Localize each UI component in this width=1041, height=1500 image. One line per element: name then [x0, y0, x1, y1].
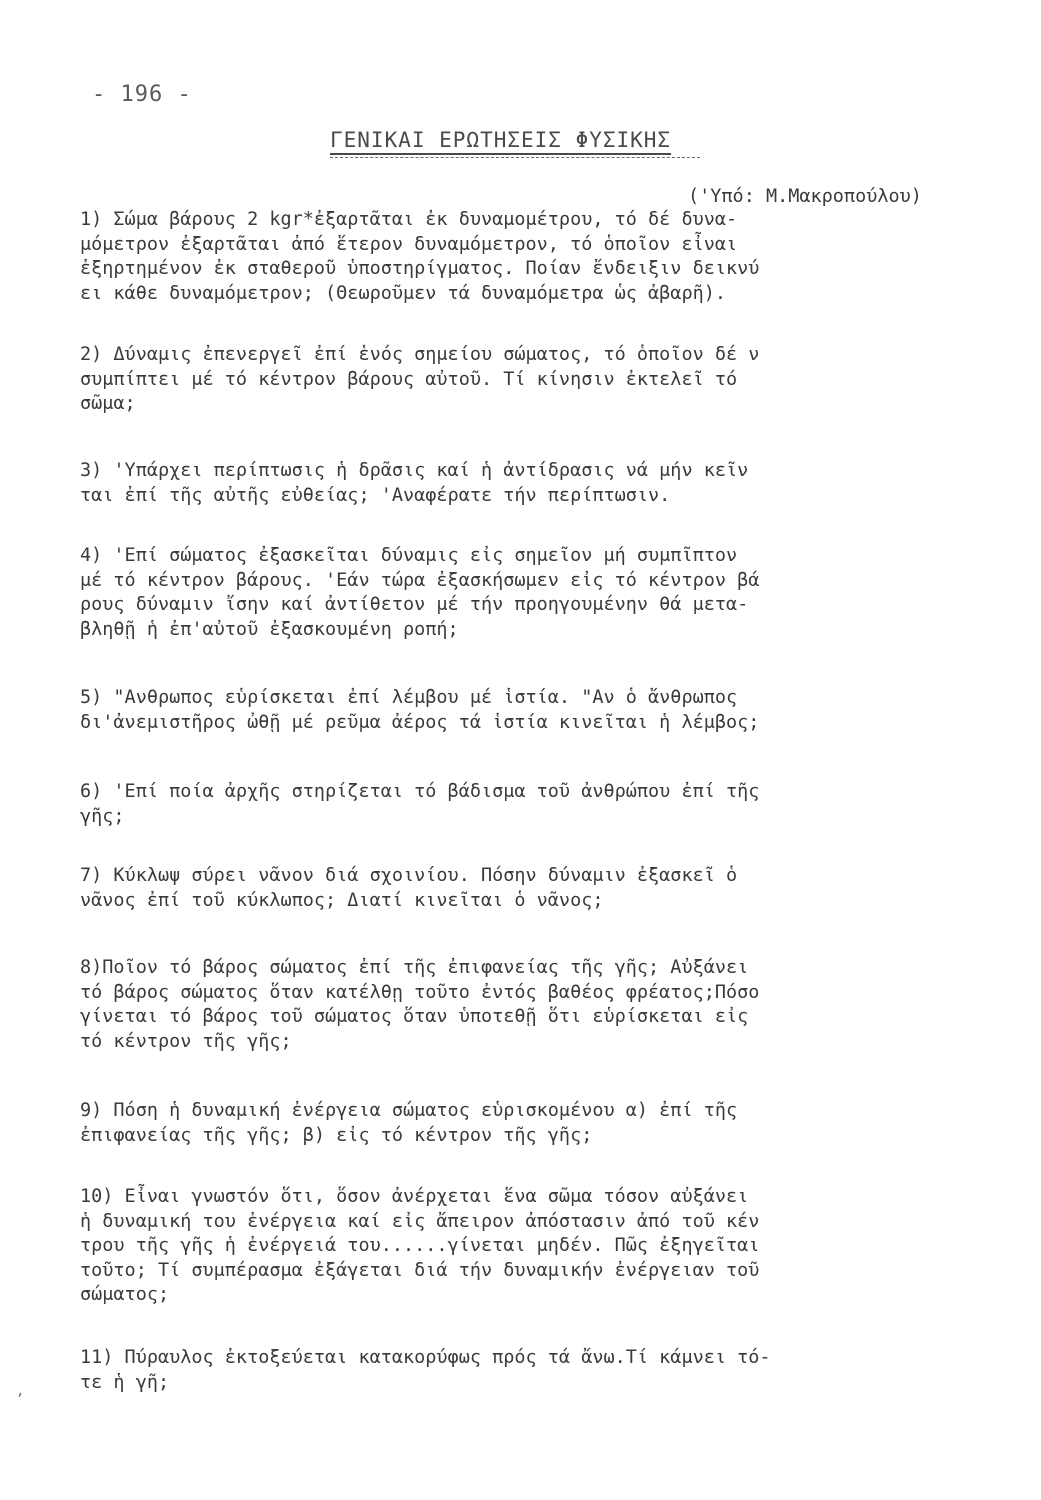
question-9: 9) Πόση ἡ δυναμική ἐνέργεια σώματος εὑρισκομένου α) ἐπί τῆς ἐπιφανείας τῆς γῆς; β) εἰς τό κέντρον τῆς γῆς; — [80, 1100, 738, 1146]
question-2: 2) Δύναμις ἐπενεργεῖ ἐπί ἑνός σημείου σώματος, τό ὁποῖον δέ ν συμπίπτει μέ τό κέντρον βάρους αὐτοῦ. Τί κίνησιν ἐκτελεῖ τό σῶμα; — [80, 344, 760, 414]
question-1: 1) Σώμα βάρους 2 kgr*ἐξαρτᾶται ἐκ δυναμομέτρου, τό δέ δυνα- μόμετρον ἐξαρτᾶται ἀπό ἕτερον δυναμόμετρον, τό ὁποῖον εἶναι ἐξηρτημένον ἐκ σταθεροῦ ὑποστηρίγματος. Ποίαν ἔνδειξιν δεικνύ ει κάθε δυναμόμετρον; (Θεωροῦμεν τά δυναμόμετρα ὡς ἀβαρῆ). — [80, 209, 760, 304]
author-credit: ('Υπό: Μ.Μακροπούλου) — [688, 186, 922, 207]
page-number: - 196 - — [92, 82, 192, 107]
title-underline — [330, 157, 700, 158]
question-5: 5) "Ανθρωπος εὑρίσκεται ἐπί λέμβου μέ ἱστία. "Αν ὁ ἄνθρωπος δι'ἀνεμιστῆρος ὠθῇ μέ ρεῦμα ἀέρος τά ἱστία κινεῖται ἡ λέμβος; — [80, 687, 760, 733]
margin-mark: , — [16, 1383, 25, 1399]
question-10: 10) Εἶναι γνωστόν ὅτι, ὅσον ἀνέρχεται ἕνα σῶμα τόσον αὐξάνει ἡ δυναμική του ἐνέργεια καί εἰς ἄπειρον ἀπόστασιν ἀπό τοῦ κέν τρου τῆς γῆς ἡ ἐνέργειά του......γίνεται μηδέν. Πῶς ἐξηγεῖται τοῦτο; Τί συμπέρασμα ἐξάγεται διά τήν δυναμικήν ἐνέργειαν τοῦ σώματος; — [80, 1186, 760, 1305]
question-3: 3) 'Υπάρχει περίπτωσις ἡ δρᾶσις καί ἡ ἀντίδρασις νά μήν κεῖν ται ἐπί τῆς αὐτῆς εὐθείας; 'Αναφέρατε τήν περίπτωσιν. — [80, 460, 749, 506]
question-8: 8)Ποῖον τό βάρος σώματος ἐπί τῆς ἐπιφανείας τῆς γῆς; Αὐξάνει τό βάρος σώματος ὅταν κατέλθῃ τοῦτο ἐντός βαθέος φρέατος;Πόσο γίνεται τό βάρος τοῦ σώματος ὅταν ὑποτεθῇ ὅτι εὑρίσκεται εἰς τό κέντρον τῆς γῆς; — [80, 957, 760, 1052]
question-11: 11) Πύραυλος ἐκτοξεύεται κατακορύφως πρός τά ἄνω.Τί κάμνει τό- τε ἡ γῆ; — [80, 1347, 771, 1393]
page-title: ΓΕΝΙΚΑΙ ΕΡΩΤΗΣΕΙΣ ΦΥΣΙΚΗΣ — [330, 128, 672, 152]
question-6: 6) 'Επί ποία ἀρχῆς στηρίζεται τό βάδισμα τοῦ ἀνθρώπου ἐπί τῆς γῆς; — [80, 781, 760, 827]
question-4: 4) 'Επί σώματος ἐξασκεῖται δύναμις εἰς σημεῖον μή συμπῖπτον μέ τό κέντρον βάρους. 'Εάν τώρα ἐξασκήσωμεν εἰς τό κέντρον βά ρους δύναμιν ἴσην καί ἀντίθετον μέ τήν προηγουμένην θά μετα- βληθῇ ἡ ἐπ'αὐτοῦ ἐξασκουμένη ροπή; — [80, 545, 760, 640]
question-7: 7) Κύκλωψ σύρει νᾶνον διά σχοινίου. Πόσην δύναμιν ἐξασκεῖ ὁ νᾶνος ἐπί τοῦ κύκλωπος; Διατί κινεῖται ὁ νᾶνος; — [80, 865, 738, 911]
